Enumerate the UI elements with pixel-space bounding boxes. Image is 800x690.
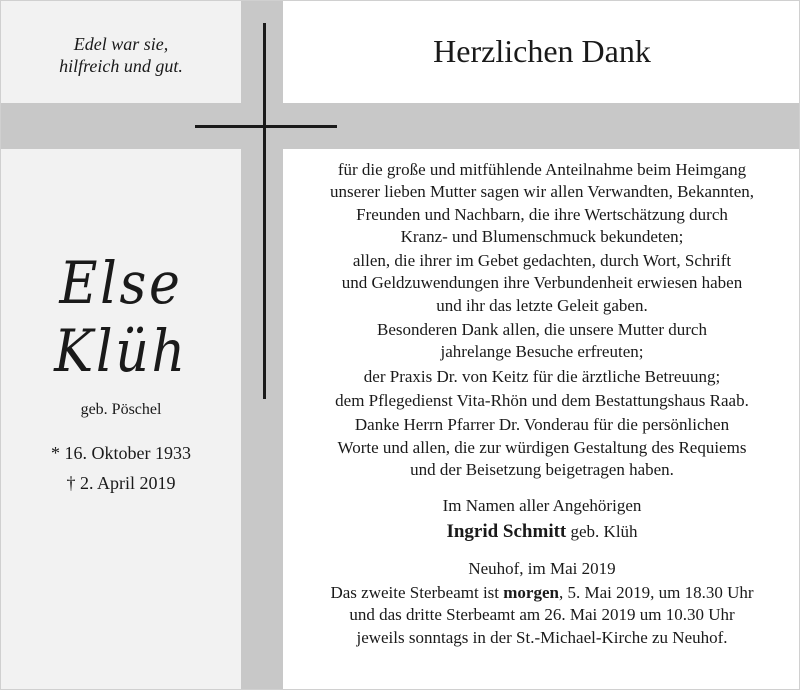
signature-intro: Im Namen aller Angehörigen [442,496,642,516]
text-line: und der Beisetzung beigetragen haben. [410,459,674,479]
cross-icon-bar [195,125,337,128]
signature [283,521,800,543]
text-line: dem Pflegedienst Vita-Rhön und dem Bestattungshaus Raab. [335,390,749,410]
vertical-band [241,1,283,690]
deceased-birth-name: geb. Pöschel [80,401,162,418]
text-line: der Praxis Dr. von Keitz für die ärztliche Betreuung; [363,366,721,386]
text-line: für die große und mitfühlende Anteilnahme beim Heimgang [337,160,747,179]
service-highlight: morgen [503,583,559,603]
text-line: und ihr das letzte Geleit gaben. [436,295,648,315]
death-date: † 2. April 2019 [66,473,176,493]
text-line: Kranz- und Blumenschmuck bekundeten; [400,226,684,246]
motto [1,33,241,77]
deceased-last-name: Klüh [54,317,188,385]
text-line: Besonderen Dank allen, die unsere Mutter durch [377,320,707,340]
text-line: allen, die ihrer im Gebet gedachten, durch Wort, Schrift [352,251,732,271]
thanks-text [283,159,800,649]
text-line: Freunden und Nachbarn, die ihre Wertschätzung durch [356,204,728,224]
text-line: jahrelange Besuche erfreuten; [440,342,644,362]
place-date: Neuhof, im Mai 2019 [468,558,616,578]
motto-line: Edel war sie, [73,34,169,54]
deceased-first-name: Else [59,249,183,317]
text-line: Worte und allen, die zur würdigen Gestaltung des Requiems [337,437,747,457]
service-line: Das zweite Sterbeamt ist morgen, 5. Mai 2019, um 18.30 Uhr [330,583,754,603]
horizontal-band [1,103,800,149]
signature-birth-name: geb. Klüh [570,522,638,542]
service-line: und das dritte Sterbeamt am 26. Mai 2019 um 10.30 Uhr [349,605,735,625]
page-title: Herzlichen Dank [433,33,651,69]
text-line: und Geldzuwendungen ihre Verbundenheit erwiesen haben [341,273,743,293]
cross-icon [263,23,266,399]
text-line: unserer lieben Mutter sagen wir allen Verwandten, Bekannten, [329,182,755,202]
service-line: jeweils sonntags in der St.-Michael-Kirche zu Neuhof. [356,627,728,647]
birth-date: * 16. Oktober 1933 [51,443,191,463]
signature-name: Ingrid Schmitt [446,521,567,543]
motto-line: hilfreich und gut. [59,56,183,76]
text-line: Danke Herrn Pfarrer Dr. Vonderau für die persönlichen [354,415,730,435]
